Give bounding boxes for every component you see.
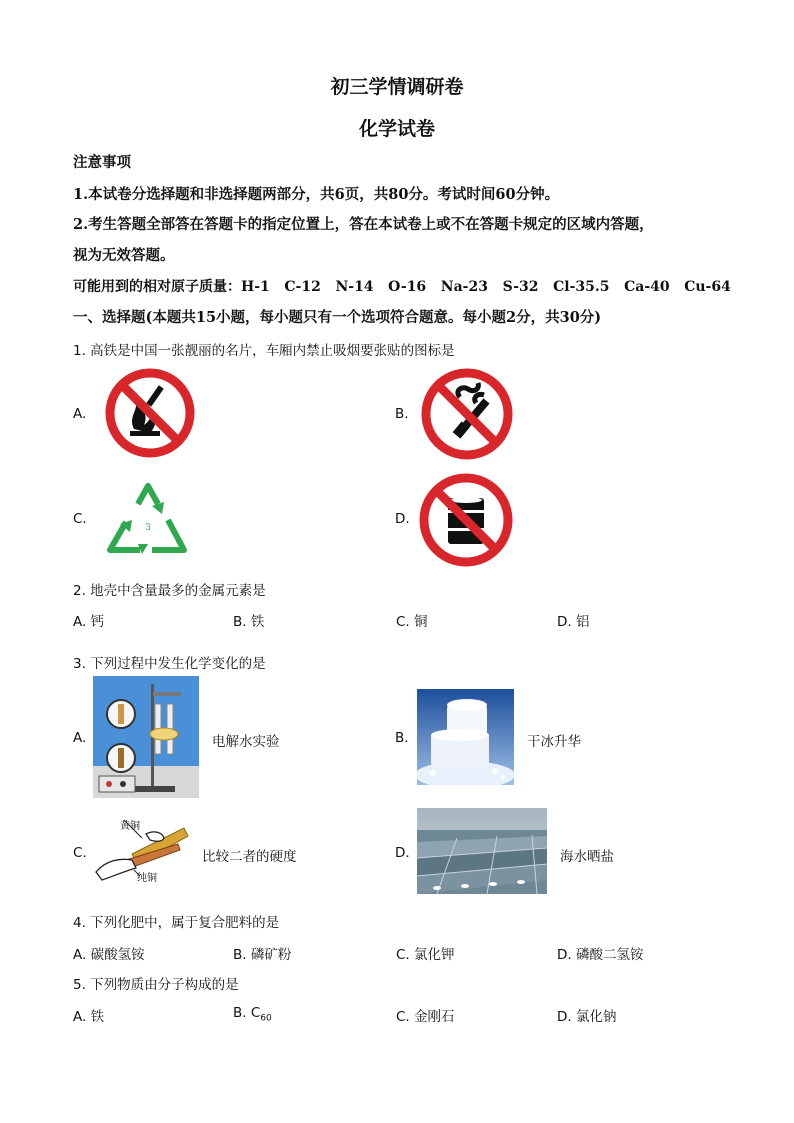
- q2-option-a: A. 钙: [73, 614, 105, 630]
- page-subtitle: 化学试卷: [358, 118, 435, 140]
- recycle-icon: [102, 476, 194, 558]
- no-smoking-icon: [420, 367, 514, 461]
- question-4-stem: 4. 下列化肥中，属于复合肥料的是: [73, 915, 280, 931]
- q5-option-a: A. 铁: [73, 1009, 105, 1025]
- q4-option-b: B. 磷矿粉: [233, 947, 292, 963]
- electrolysis-photo: [93, 676, 199, 798]
- q5-option-c: C. 金刚石: [396, 1009, 455, 1025]
- q1-option-c-label: C.: [73, 511, 87, 527]
- no-oil-barrel-icon: [418, 472, 514, 568]
- salt-pans-photo: [417, 808, 547, 894]
- q3-option-a-text: 电解水实验: [212, 734, 280, 750]
- question-1-stem: 1. 高铁是中国一张靓丽的名片，车厢内禁止吸烟要张贴的图标是: [73, 343, 455, 359]
- q2-option-d: D. 铝: [557, 614, 590, 630]
- dry-ice-photo: [417, 689, 514, 785]
- question-5-stem: 5. 下列物质由分子构成的是: [73, 977, 239, 993]
- notes-line-2b: 视为无效答题。: [73, 247, 175, 264]
- pure-copper-tag: 纯铜: [137, 873, 157, 884]
- q1-option-b-label: B.: [395, 406, 409, 422]
- q2-option-c: C. 铜: [396, 614, 428, 630]
- question-2-stem: 2. 地壳中含量最多的金属元素是: [73, 583, 266, 599]
- q5-option-b-subscript: 60: [260, 1013, 272, 1024]
- q3-option-c-text: 比较二者的硬度: [202, 849, 297, 865]
- q3-option-b-label: B.: [395, 730, 409, 746]
- q3-option-a-label: A.: [73, 730, 87, 746]
- q5-option-b: [233, 1005, 272, 1024]
- question-3-stem: 3. 下列过程中发生化学变化的是: [73, 656, 266, 672]
- q3-option-c-label: C.: [73, 845, 87, 861]
- q4-option-c: C. 氯化钾: [396, 947, 455, 963]
- section-1-heading: 一、选择题(本题共15小题，每小题只有一个选项符合题意。每小题2分，共30分): [73, 309, 602, 326]
- atomic-masses: 可能用到的相对原子质量：H-1 C-12 N-14 O-16 Na-23 S-32 Cl-35.5 Ca-40 Cu-64: [73, 279, 731, 295]
- q4-option-a: A. 碳酸氢铵: [73, 947, 145, 963]
- q5-option-b-text: B. C: [233, 1005, 261, 1021]
- q5-option-d: D. 氯化钠: [557, 1009, 617, 1025]
- q4-option-d: D. 磷酸二氢铵: [557, 947, 644, 963]
- no-fire-icon: [104, 367, 196, 459]
- page-title: 初三学情调研卷: [330, 76, 464, 98]
- q3-option-d-label: D.: [395, 845, 410, 861]
- brass-tag: 黄铜: [120, 821, 140, 832]
- notes-line-2: 2.考生答题全部答在答题卡的指定位置上，答在本试卷上或不在答题卡规定的区域内答题，: [73, 216, 654, 233]
- q1-option-d-label: D.: [395, 511, 410, 527]
- q3-option-d-text: 海水晒盐: [560, 849, 614, 865]
- notes-heading: 注意事项: [73, 154, 131, 171]
- q2-option-b: B. 铁: [233, 614, 265, 630]
- notes-line-1: 1.本试卷分选择题和非选择题两部分，共6页，共80分。考试时间60分钟。: [73, 186, 560, 203]
- recycle-number: 3: [145, 523, 151, 533]
- q1-option-a-label: A.: [73, 406, 87, 422]
- q3-option-b-text: 干冰升华: [527, 734, 581, 750]
